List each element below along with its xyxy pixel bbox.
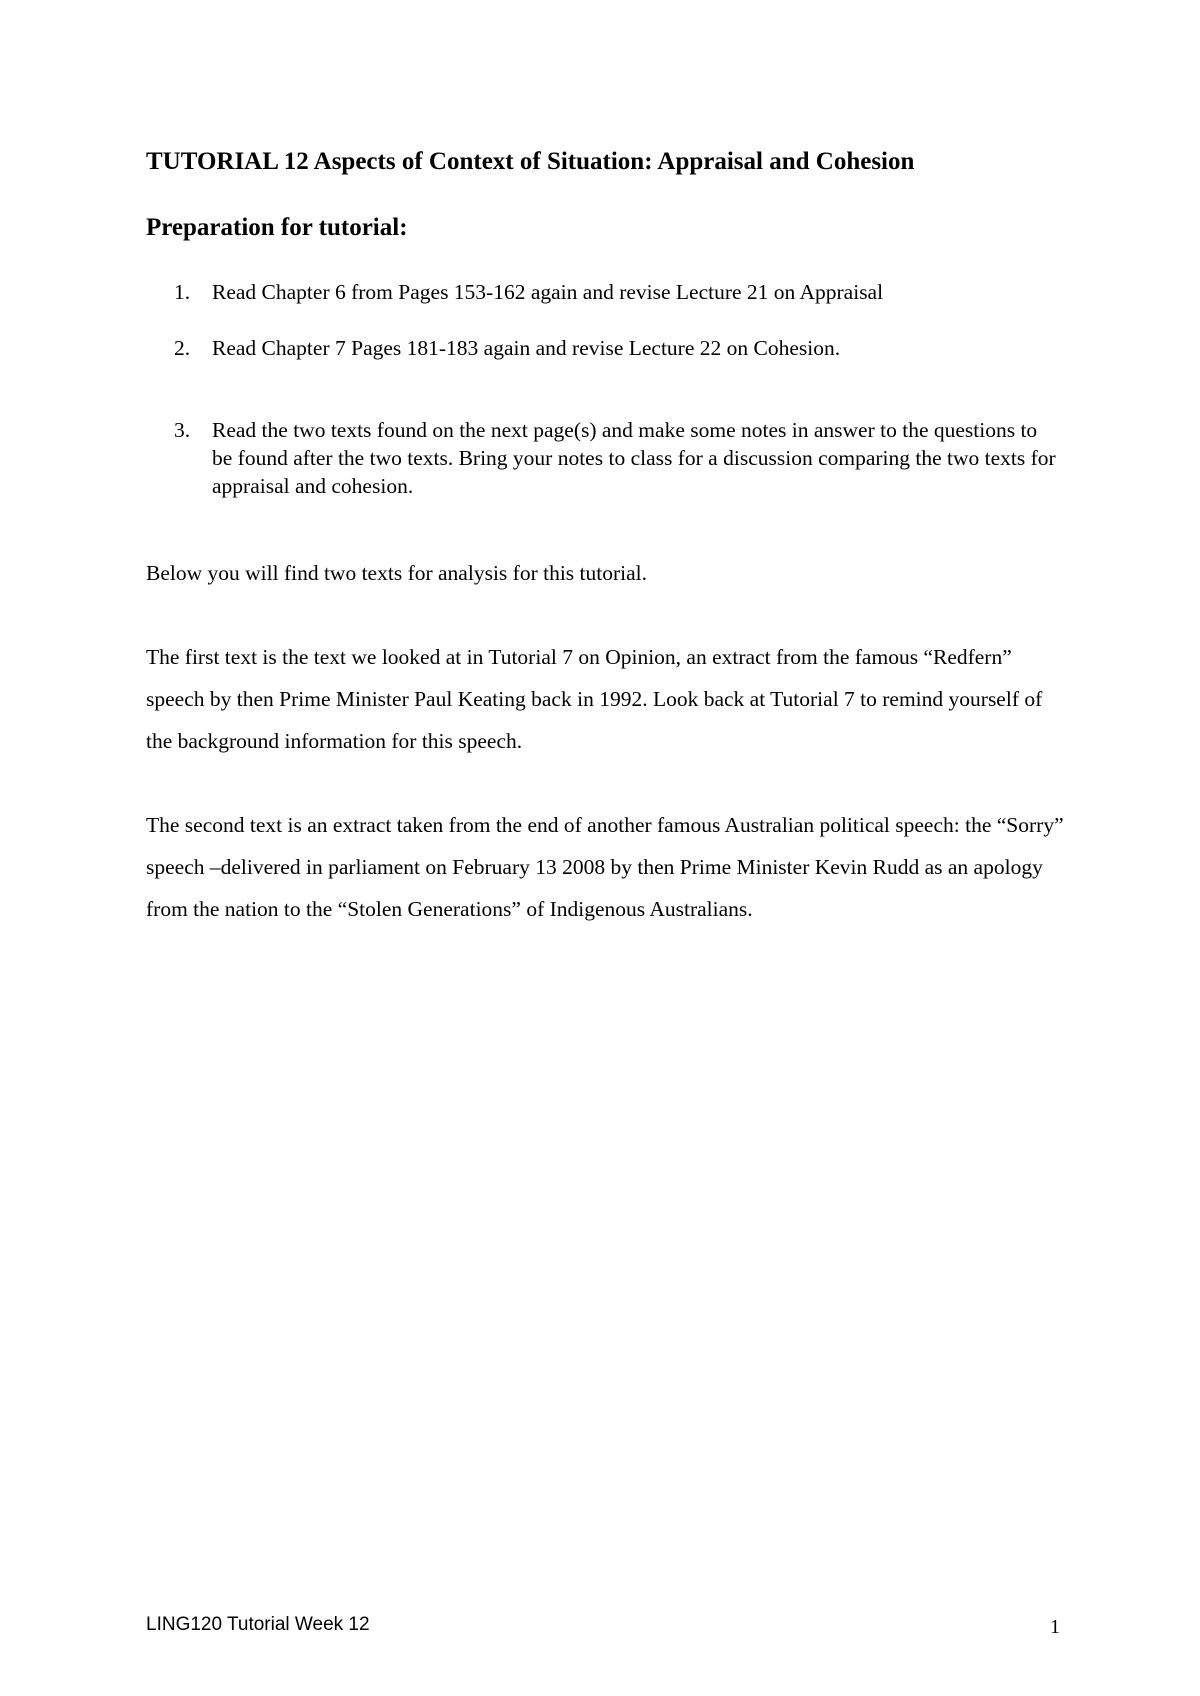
first-text-paragraph: The first text is the text we looked at in Tutorial 7 on Opinion, an extract from the famous “Redfern” speech by then Prime Minister Paul Keating back in 1992. Look back at Tutorial 7 to remind yourself of the background information for this speech. [146, 645, 1043, 753]
step-text: Read the two texts found on the next page(s) and make some notes in answer to the questions to be found after the two texts. Bring your notes to class for a discussion comparing the two texts for appraisal and cohesion. [212, 418, 1056, 498]
intro-paragraph: Below you will find two texts for analysis for this tutorial. [146, 561, 648, 585]
section-heading: Preparation for tutorial: [146, 214, 408, 241]
step-number: 1. [174, 280, 191, 304]
footer-course-label: LING120 Tutorial Week 12 [146, 1614, 370, 1635]
document-title: TUTORIAL 12 Aspects of Context of Situation: Appraisal and Cohesion [146, 148, 915, 175]
step-text: Read Chapter 6 from Pages 153-162 again and revise Lecture 21 on Appraisal [212, 280, 884, 304]
step-text: Read Chapter 7 Pages 181-183 again and revise Lecture 22 on Cohesion. [212, 336, 841, 360]
step-number: 3. [174, 418, 191, 442]
step-number: 2. [174, 336, 191, 360]
footer-page-number: 1 [1050, 1616, 1060, 1638]
second-text-paragraph: The second text is an extract taken from the end of another famous Australian political speech: the “Sorry” speech –delivered in parliament on February 13 2008 by then Prime Minister Kevin Rudd as an apology from the nation to the “Stolen Generations” of Indigenous Australians. [146, 813, 1064, 921]
